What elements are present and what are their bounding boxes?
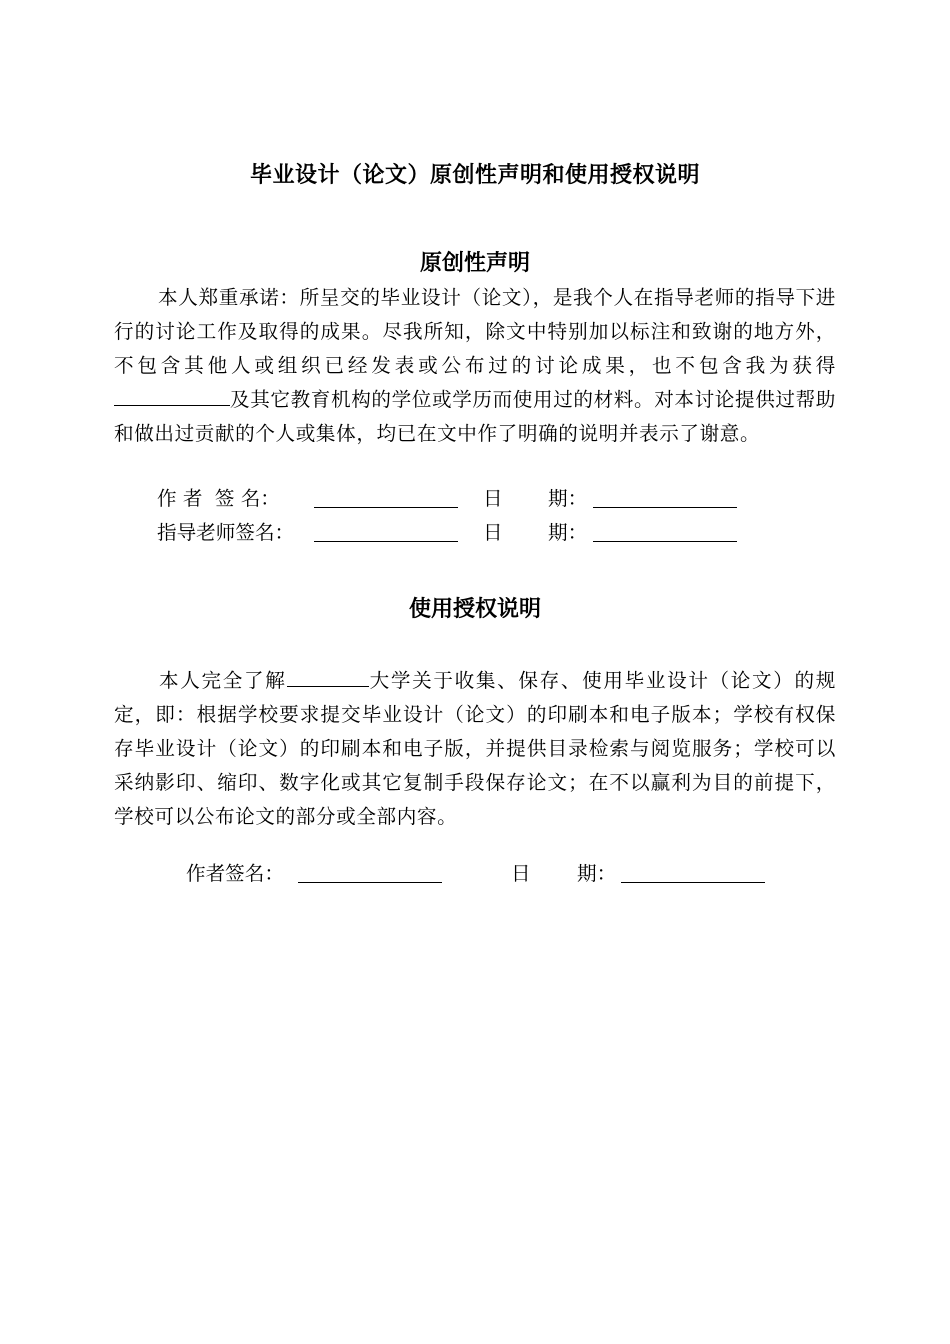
- originality-paragraph: [114, 281, 836, 451]
- originality-heading: 原创性声明: [419, 251, 530, 276]
- author-date-field[interactable]: [593, 507, 737, 508]
- authorization-author-label: 作者签名：: [186, 862, 284, 885]
- advisor-date-field[interactable]: [593, 541, 737, 542]
- advisor-signature-label: 指导老师签名：: [157, 521, 295, 544]
- authorization-date-label-2: 期：: [577, 862, 617, 885]
- advisor-signature-row: [157, 516, 757, 550]
- university-blank: [287, 666, 369, 687]
- originality-text-part1: 本人郑重承诺：所呈交的毕业设计（论文），是我个人在指导老师的指导下进行的讨论工作及取得的成果。尽我所知，除文中特别加以标注和致谢的地方外，不包含其他人或组织已经发表或公布过的讨论成果，也不包含我为获得: [114, 286, 836, 377]
- originality-text-part2: 及其它教育机构的学位或学历而使用过的材料。对本讨论提供过帮助和做出过贡献的个人或集体，均已在文中作了明确的说明并表示了谢意。: [114, 388, 836, 445]
- page-title: 毕业设计（论文）原创性声明和使用授权说明: [249, 163, 700, 188]
- author-date-label-1: 日: [483, 487, 503, 510]
- author-signature-row: [157, 482, 757, 516]
- degree-blank: [114, 385, 230, 406]
- advisor-date-label-2: 期：: [548, 521, 588, 544]
- authorization-signature-row: [186, 857, 786, 891]
- authorization-text-part2: 大学关于收集、保存、使用毕业设计（论文）的规定，即：根据学校要求提交毕业设计（论文）的印刷本和电子版本；学校有权保存毕业设计（论文）的印刷本和电子版，并提供目录检索与阅览服务；学校可以采纳影印、缩印、数字化或其它复制手段保存论文；在不以赢利为目的前提下，学校可以公布论文的部分或全部内容。: [114, 669, 836, 828]
- advisor-signature-field[interactable]: [314, 541, 458, 542]
- authorization-date-label-1: 日: [511, 862, 531, 885]
- authorization-paragraph: [114, 664, 836, 834]
- authorization-text-part1: 本人完全了解: [158, 669, 287, 692]
- authorization-heading: 使用授权说明: [408, 597, 541, 622]
- authorization-date-field[interactable]: [621, 882, 765, 883]
- authorization-author-field[interactable]: [298, 882, 442, 883]
- author-date-label-2: 期：: [548, 487, 588, 510]
- advisor-date-label-1: 日: [483, 521, 503, 544]
- author-signature-field[interactable]: [314, 507, 458, 508]
- author-signature-label: 作 者 签 名：: [157, 487, 280, 510]
